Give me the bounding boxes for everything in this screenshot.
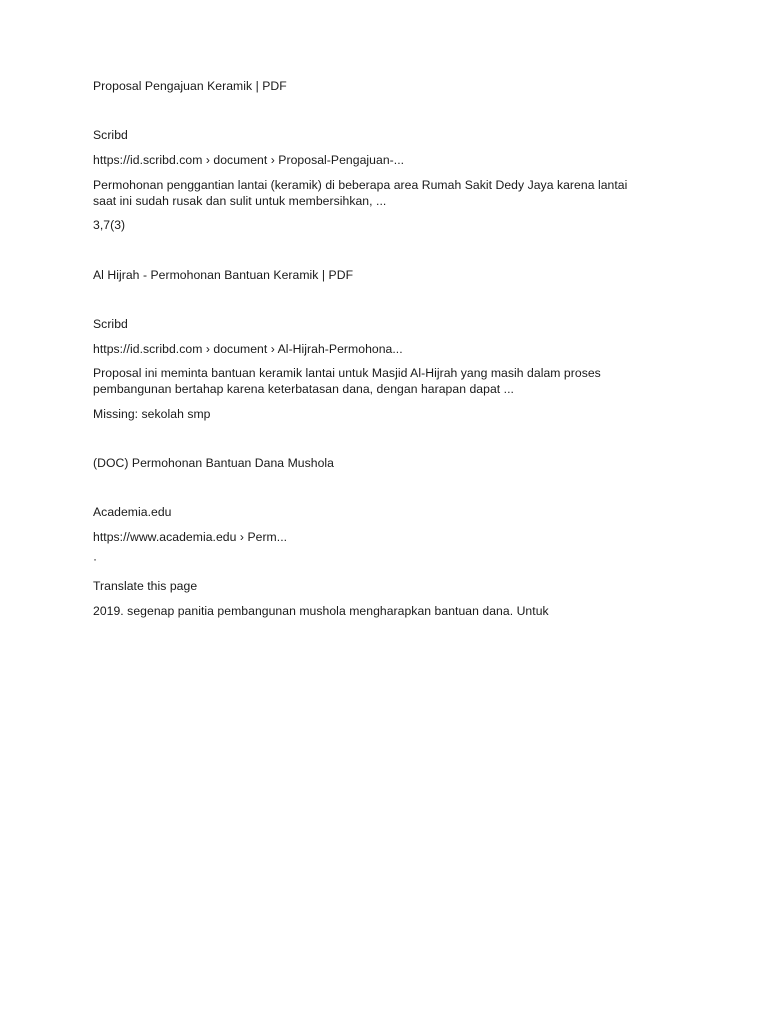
result-2-source: Scribd	[93, 317, 128, 331]
result-1-snippet-line-2: saat ini sudah rusak dan sulit untuk membersihkan, ...	[93, 194, 387, 208]
result-2-snippet-line-2: pembangunan bertahap karena keterbatasan dana, dengan harapan dapat ...	[93, 382, 514, 396]
result-1-url[interactable]: https://id.scribd.com › document › Proposal-Pengajuan-...	[93, 153, 405, 167]
result-2-title[interactable]: Al Hijrah - Permohonan Bantuan Keramik | PDF	[93, 268, 354, 282]
result-3-url[interactable]: https://www.academia.edu › Perm...	[93, 530, 288, 544]
result-3-snippet-line-1: 2019. segenap panitia pembangunan mushola mengharapkan bantuan dana. Untuk	[93, 604, 549, 618]
result-1-source: Scribd	[93, 128, 128, 142]
result-2-url[interactable]: https://id.scribd.com › document › Al-Hijrah-Permohona...	[93, 342, 403, 356]
result-1-rating: 3,7(3)	[93, 218, 126, 232]
result-3-separator-dot: ·	[93, 552, 98, 566]
result-1-title[interactable]: Proposal Pengajuan Keramik | PDF	[93, 79, 287, 93]
result-3-title[interactable]: (DOC) Permohonan Bantuan Dana Mushola	[93, 456, 334, 470]
result-1-snippet-line-1: Permohonan penggantian lantai (keramik) di beberapa area Rumah Sakit Dedy Jaya karena lantai	[93, 178, 628, 192]
result-2-missing-terms: Missing: sekolah smp	[93, 407, 211, 421]
result-3-translate-link[interactable]: Translate this page	[93, 579, 198, 593]
result-3-source: Academia.edu	[93, 505, 172, 519]
result-2-snippet-line-1: Proposal ini meminta bantuan keramik lantai untuk Masjid Al-Hijrah yang masih dalam proses	[93, 366, 601, 380]
